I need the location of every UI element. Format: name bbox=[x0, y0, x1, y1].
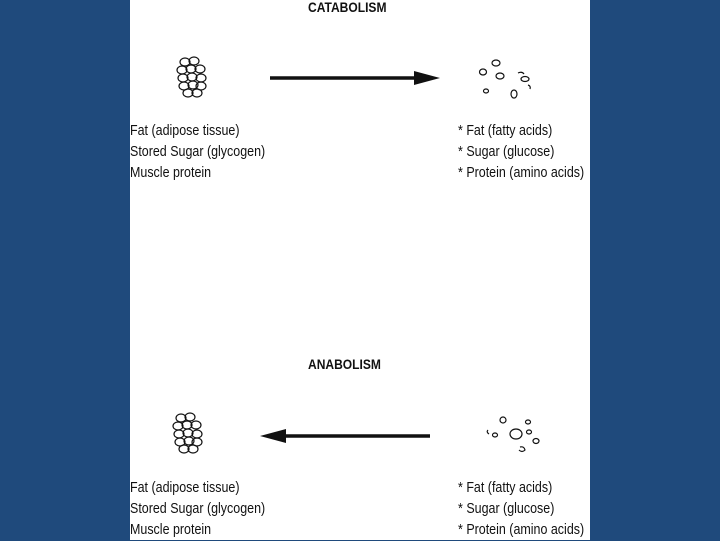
anabolism-source-list bbox=[458, 478, 584, 541]
list-item: Stored Sugar (glycogen) bbox=[130, 501, 266, 517]
list-item: * Protein (amino acids) bbox=[458, 522, 585, 538]
list-item: * Sugar (glucose) bbox=[458, 144, 555, 160]
catabolism-title: CATABOLISM bbox=[308, 0, 387, 15]
list-item: * Fat (fatty acids) bbox=[458, 123, 553, 139]
list-item: * Fat (fatty acids) bbox=[458, 480, 553, 496]
anabolism-product-list bbox=[130, 478, 265, 541]
list-item: * Sugar (glucose) bbox=[458, 501, 555, 517]
list-item: Fat (adipose tissue) bbox=[130, 480, 240, 496]
catabolism-source-list bbox=[130, 121, 265, 184]
anabolism-title: ANABOLISM bbox=[308, 356, 381, 372]
cluster-icon-catabolism bbox=[174, 54, 210, 102]
scattered-molecules-icon-catabolism bbox=[478, 58, 536, 100]
list-item: Stored Sugar (glycogen) bbox=[130, 144, 266, 160]
diagram-panel bbox=[130, 0, 590, 540]
catabolism-product-list bbox=[458, 121, 584, 184]
scattered-molecules-icon-anabolism bbox=[482, 414, 542, 456]
arrow-right-icon bbox=[268, 70, 444, 88]
list-item: Fat (adipose tissue) bbox=[130, 123, 240, 139]
list-item: * Protein (amino acids) bbox=[458, 165, 585, 181]
cluster-icon-anabolism bbox=[170, 410, 206, 458]
arrow-left-icon bbox=[256, 427, 432, 445]
list-item: Muscle protein bbox=[130, 522, 212, 538]
list-item: Muscle protein bbox=[130, 165, 212, 181]
